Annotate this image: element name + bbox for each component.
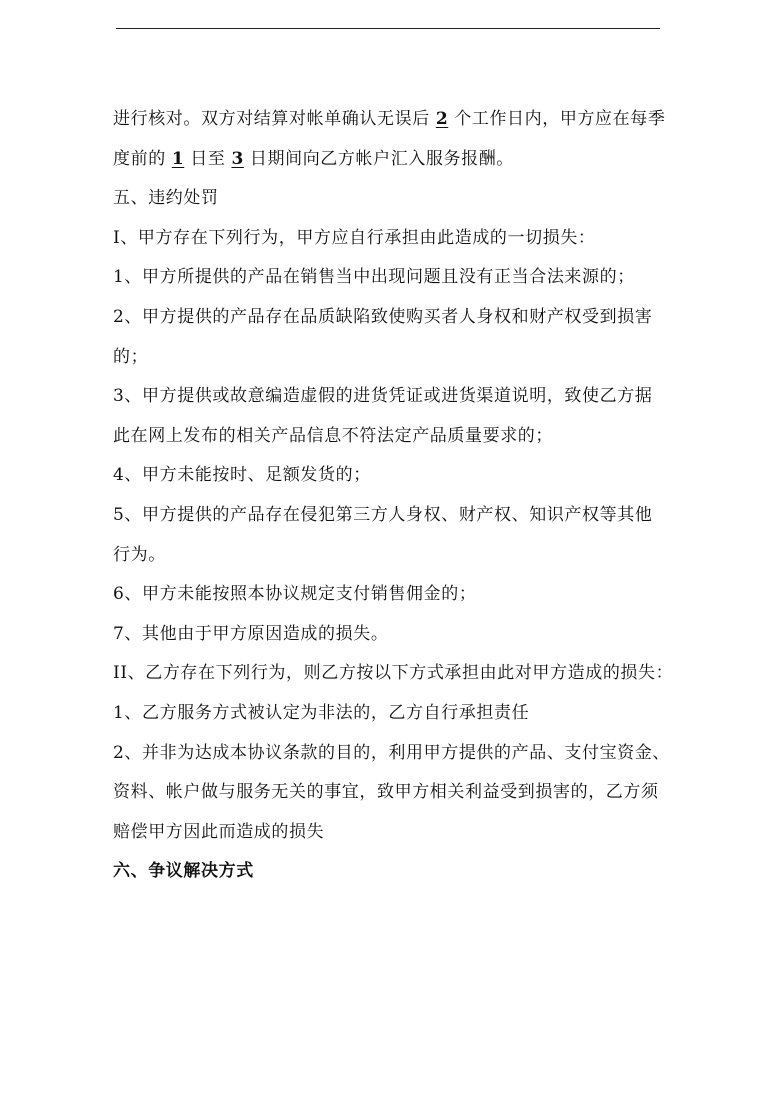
line-text: 度前的 bbox=[113, 148, 166, 169]
line-text: 个工作日内，甲方应在每季 bbox=[454, 109, 666, 129]
line-text: 进行核对。双方对结算对帐单确认无误后 bbox=[113, 109, 430, 129]
filled-blank-days: 2 bbox=[435, 109, 449, 129]
header-rule bbox=[116, 28, 660, 29]
clause-heading: I、甲方存在下列行为，甲方应自行承担由此造成的一切损失： bbox=[113, 227, 596, 248]
filled-blank-end-day: 3 bbox=[231, 148, 244, 169]
paragraph-line bbox=[113, 140, 673, 180]
list-item: 1、甲方所提供的产品在销售当中出现问题且没有正当合法来源的； bbox=[113, 267, 635, 288]
list-item: 4、甲方未能按时、足额发货的； bbox=[113, 465, 371, 486]
list-item-continuation: 此在网上发布的相关产品信息不符法定产品质量要求的； bbox=[113, 425, 553, 446]
list-item: 2、并非为达成本协议条款的目的，利用甲方提供的产品、支付宝资金、 bbox=[113, 742, 671, 763]
list-item-continuation: 赔偿甲方因此而造成的损失 bbox=[113, 821, 325, 842]
section-heading: 五、违约处罚 bbox=[113, 188, 219, 209]
list-item: 2、甲方提供的产品存在品质缺陷致使购买者人身权和财产权受到损害 bbox=[113, 306, 653, 327]
list-item: 5、甲方提供的产品存在侵犯第三方人身权、财产权、知识产权等其他 bbox=[113, 504, 653, 525]
list-item: 6、甲方未能按照本协议规定支付销售佣金的； bbox=[113, 584, 477, 605]
list-item-continuation: 的； bbox=[113, 346, 149, 367]
section-heading: 六、争议解决方式 bbox=[113, 861, 254, 882]
list-item: 1、乙方服务方式被认定为非法的，乙方自行承担责任 bbox=[113, 702, 530, 723]
line-text: 日至 bbox=[190, 148, 226, 169]
filled-blank-start-day: 1 bbox=[171, 148, 185, 169]
list-item-continuation: 资料、帐户做与服务无关的事宜，致甲方相关利益受到损害的，乙方须 bbox=[113, 782, 659, 803]
list-item: 7、其他由于甲方原因造成的损失。 bbox=[113, 623, 389, 644]
list-item-continuation: 行为。 bbox=[113, 544, 166, 565]
line-text: 日期间向乙方帐户汇入服务报酬。 bbox=[249, 148, 514, 169]
clause-heading: II、乙方存在下列行为，则乙方按以下方式承担由此对甲方造成的损失： bbox=[113, 663, 674, 684]
paragraph-line bbox=[113, 100, 673, 140]
document-body bbox=[113, 100, 673, 892]
list-item: 3、甲方提供或故意编造虚假的进货凭证或进货渠道说明，致使乙方据 bbox=[113, 386, 653, 407]
